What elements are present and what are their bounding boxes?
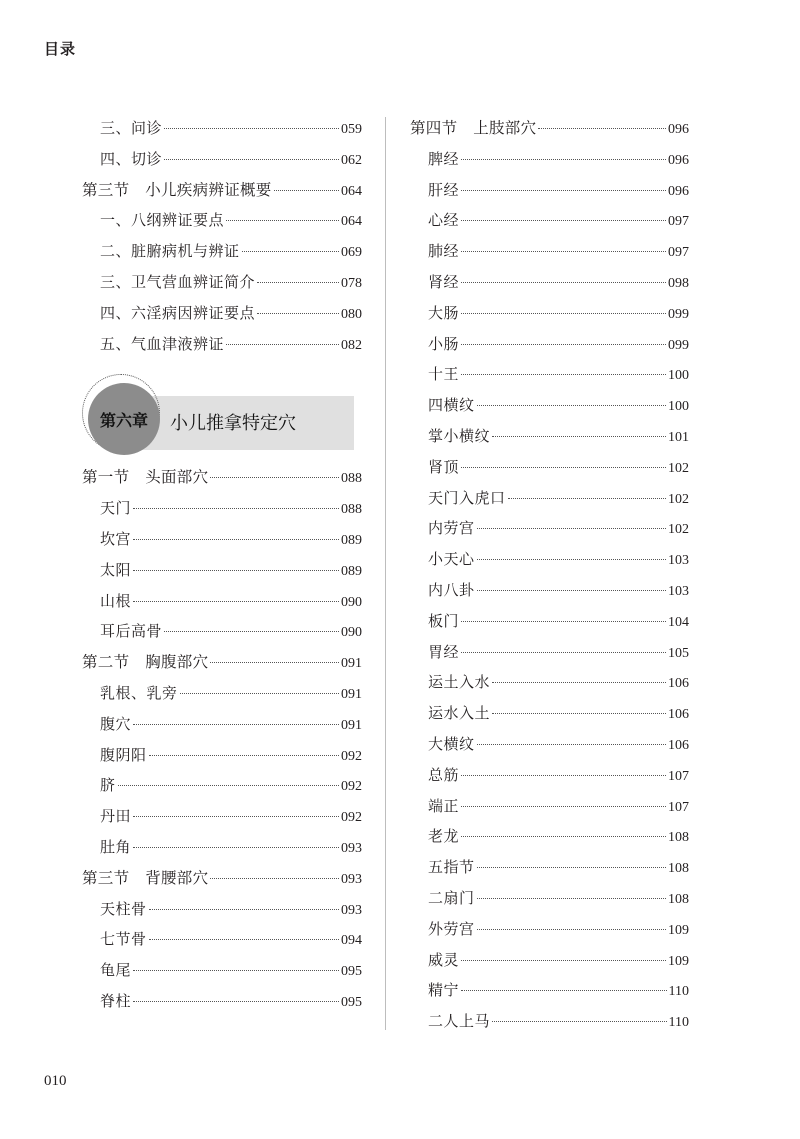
dot-leader (133, 724, 339, 725)
toc-entry[interactable] (82, 267, 362, 298)
toc-entry[interactable] (82, 801, 362, 832)
dot-leader (461, 960, 666, 961)
toc-entry[interactable] (82, 493, 362, 524)
dot-leader (461, 313, 666, 314)
toc-entry[interactable] (410, 667, 689, 698)
toc-entry[interactable] (410, 144, 689, 175)
toc-entry[interactable] (410, 1006, 689, 1037)
toc-entry-label: 五、气血津液辨证 (100, 334, 225, 353)
toc-entry[interactable] (410, 698, 689, 729)
toc-entry-page: 099 (668, 337, 689, 353)
toc-entry-page: 095 (341, 964, 362, 980)
dot-leader (461, 374, 666, 375)
dot-leader (133, 601, 339, 602)
toc-entry[interactable] (410, 575, 689, 606)
dot-leader (149, 909, 339, 910)
toc-entry[interactable] (82, 236, 362, 267)
toc-entry[interactable] (82, 555, 362, 586)
dot-leader (257, 282, 339, 283)
toc-entry-label: 大横纹 (428, 734, 475, 753)
dot-leader (226, 344, 339, 345)
toc-entry-label: 脐 (100, 776, 116, 795)
toc-entry[interactable] (410, 883, 689, 914)
toc-entry-page: 107 (668, 768, 689, 784)
toc-entry-page: 090 (341, 625, 362, 641)
toc-entry[interactable] (410, 483, 689, 514)
dot-leader (461, 806, 666, 807)
toc-entry-page: 108 (668, 891, 689, 907)
toc-entry-label: 心经 (428, 211, 460, 230)
toc-entry[interactable] (82, 113, 362, 144)
toc-entry-label: 胃经 (428, 642, 460, 661)
toc-entry-page: 110 (668, 984, 689, 1000)
toc-entry-label: 腹阴阳 (100, 745, 147, 764)
toc-entry[interactable] (82, 894, 362, 925)
toc-entry-label: 肝经 (428, 180, 460, 199)
toc-entry-page: 104 (668, 614, 689, 630)
toc-entry-label: 七节骨 (100, 930, 147, 949)
dot-leader (149, 755, 339, 756)
toc-entry-page: 088 (341, 471, 362, 487)
dot-leader (461, 190, 666, 191)
dot-leader (149, 939, 339, 940)
toc-entry-label: 肚角 (100, 837, 132, 856)
toc-entry-page: 080 (341, 306, 362, 322)
column-divider (385, 117, 386, 1030)
chapter-title[interactable]: 小儿推拿特定穴 (170, 413, 296, 435)
dot-leader (210, 878, 339, 879)
toc-entry-label: 肺经 (428, 242, 460, 261)
toc-entry-page: 089 (341, 563, 362, 579)
toc-entry-label: 内八卦 (428, 580, 475, 599)
toc-entry-page: 102 (668, 491, 689, 507)
toc-entry-label: 天柱骨 (100, 899, 147, 918)
toc-entry-page: 059 (341, 122, 362, 137)
toc-entry-page: 102 (668, 522, 689, 538)
toc-entry-page: 093 (341, 902, 362, 918)
toc-entry[interactable] (410, 175, 689, 206)
dot-leader (257, 313, 339, 314)
toc-entry[interactable] (410, 267, 689, 298)
dot-leader (164, 631, 339, 632)
toc-entry[interactable] (410, 236, 689, 267)
dot-leader (477, 528, 666, 529)
chapter-number: 第六章 (99, 410, 148, 430)
dot-leader (133, 816, 339, 817)
toc-entry[interactable] (410, 975, 689, 1006)
dot-leader (461, 467, 666, 468)
toc-entry-label: 三、卫气营血辨证简介 (100, 272, 256, 291)
toc-entry-label: 耳后高骨 (100, 622, 163, 641)
toc-entry-page: 090 (341, 594, 362, 610)
toc-entry[interactable] (82, 586, 362, 617)
toc-right-column (410, 113, 689, 1037)
toc-entry-label: 二、脏腑病机与辨证 (100, 242, 240, 261)
toc-entry-page: 078 (341, 275, 362, 291)
toc-entry-label: 肾顶 (428, 457, 460, 476)
toc-entry-page: 091 (341, 717, 362, 733)
toc-entry-label: 老龙 (428, 827, 460, 846)
toc-entry-label: 一、八纲辨证要点 (100, 211, 225, 230)
toc-entry-label: 二扇门 (428, 888, 475, 907)
toc-entry[interactable] (82, 329, 362, 360)
dot-leader (133, 847, 339, 848)
dot-leader (508, 498, 666, 499)
toc-entry-page: 091 (341, 686, 362, 702)
dot-leader (133, 970, 339, 971)
toc-section-entry[interactable] (410, 113, 689, 144)
toc-entry-page: 109 (668, 922, 689, 938)
toc-entry-page: 101 (668, 429, 689, 445)
toc-entry[interactable] (410, 852, 689, 883)
toc-entry-page: 062 (341, 152, 362, 168)
dot-leader (133, 1001, 339, 1002)
toc-entry-page: 082 (341, 337, 362, 353)
toc-entry-label: 威灵 (428, 950, 460, 969)
toc-entry-page: 103 (668, 553, 689, 569)
toc-entry-page: 088 (341, 502, 362, 518)
toc-entry-page: 109 (668, 953, 689, 969)
toc-entry-label: 山根 (100, 591, 132, 610)
toc-entry-label: 第三节 背腰部穴 (82, 868, 209, 887)
toc-entry-page: 092 (341, 779, 362, 795)
toc-entry-label: 三、问诊 (100, 119, 163, 137)
toc-entry[interactable] (410, 821, 689, 852)
toc-entry-page: 089 (341, 532, 362, 548)
toc-entry-label: 小天心 (428, 550, 475, 569)
toc-entry-label: 第四节 上肢部穴 (410, 119, 537, 137)
toc-entry-label: 龟尾 (100, 961, 132, 980)
toc-entry-page: 093 (341, 871, 362, 887)
toc-section-entry[interactable] (82, 462, 362, 493)
toc-entry-page: 091 (341, 656, 362, 672)
toc-entry[interactable] (410, 729, 689, 760)
toc-entry-page: 094 (341, 933, 362, 949)
toc-entry-label: 四、六淫病因辨证要点 (100, 303, 256, 322)
dot-leader (133, 570, 339, 571)
dot-leader (477, 898, 666, 899)
dot-leader (477, 590, 666, 591)
toc-entry-page: 096 (668, 183, 689, 199)
toc-entry-page: 106 (668, 676, 689, 692)
toc-entry-page: 110 (668, 1015, 689, 1031)
toc-entry[interactable] (410, 205, 689, 236)
toc-entry[interactable] (410, 637, 689, 668)
toc-entry-page: 069 (341, 245, 362, 261)
toc-entry-page: 108 (668, 861, 689, 877)
toc-entry-page: 108 (668, 830, 689, 846)
toc-entry-page: 106 (668, 737, 689, 753)
dot-leader (538, 128, 666, 129)
dot-leader (242, 251, 339, 252)
toc-entry-label: 脾经 (428, 149, 460, 168)
page-number: 010 (44, 1073, 67, 1089)
toc-entry[interactable] (82, 298, 362, 329)
toc-entry[interactable] (82, 616, 362, 647)
toc-entry-label: 端正 (428, 796, 460, 815)
toc-entry-label: 运土入水 (428, 673, 491, 692)
toc-entry-label: 丹田 (100, 807, 132, 826)
dot-leader (477, 559, 666, 560)
toc-entry-label: 四、切诊 (100, 149, 163, 168)
dot-leader (180, 693, 339, 694)
toc-entry[interactable] (82, 678, 362, 709)
toc-entry-page: 103 (668, 583, 689, 599)
toc-entry-page: 092 (341, 810, 362, 826)
dot-leader (461, 159, 666, 160)
toc-entry[interactable] (82, 832, 362, 863)
toc-left-top-list (82, 113, 362, 359)
toc-entry-page: 092 (341, 748, 362, 764)
dot-leader (477, 405, 666, 406)
dot-leader (461, 282, 666, 283)
dot-leader (492, 436, 666, 437)
toc-entry[interactable] (410, 390, 689, 421)
toc-entry[interactable] (410, 914, 689, 945)
dot-leader (461, 775, 666, 776)
toc-entry[interactable] (410, 606, 689, 637)
toc-entry-page: 099 (668, 306, 689, 322)
dot-leader (210, 477, 339, 478)
dot-leader (477, 929, 666, 930)
toc-entry-page: 093 (341, 840, 362, 856)
dot-leader (210, 662, 339, 663)
toc-entry-label: 天门入虎口 (428, 488, 506, 507)
toc-entry-label: 外劳宫 (428, 919, 475, 938)
toc-section-entry[interactable] (82, 863, 362, 894)
toc-entry-label: 天门 (100, 499, 132, 518)
dot-leader (461, 621, 666, 622)
toc-entry[interactable] (410, 544, 689, 575)
toc-entry-page: 064 (341, 214, 362, 230)
toc-entry-label: 总筋 (428, 765, 460, 784)
toc-entry-page: 106 (668, 707, 689, 723)
toc-entry[interactable] (82, 709, 362, 740)
dot-leader (492, 1021, 667, 1022)
dot-leader (164, 159, 339, 160)
toc-entry-page: 105 (668, 645, 689, 661)
dot-leader (461, 836, 666, 837)
toc-entry-page: 102 (668, 460, 689, 476)
toc-entry-page: 064 (341, 183, 362, 199)
toc-entry-label: 肾经 (428, 272, 460, 291)
chapter-banner (82, 381, 362, 445)
toc-entry-page: 097 (668, 245, 689, 261)
dot-leader (461, 344, 666, 345)
toc-entry-label: 二人上马 (428, 1012, 491, 1031)
toc-entry-label: 乳根、乳旁 (100, 683, 178, 702)
toc-entry-label: 第二节 胸腹部穴 (82, 653, 209, 672)
toc-entry-label: 第三节 小儿疾病辨证概要 (82, 180, 272, 199)
toc-entry[interactable] (82, 524, 362, 555)
dot-leader (461, 652, 666, 653)
toc-entry-page: 100 (668, 399, 689, 415)
toc-entry-label: 坎宫 (100, 529, 132, 548)
toc-entry-page: 096 (668, 122, 689, 137)
dot-leader (461, 251, 666, 252)
toc-entry[interactable] (410, 359, 689, 390)
running-header: 目录 (44, 40, 77, 58)
toc-entry-label: 四横纹 (428, 396, 475, 415)
toc-entry[interactable] (410, 513, 689, 544)
toc-entry-label: 第一节 头面部穴 (82, 468, 209, 487)
toc-entry[interactable] (82, 205, 362, 236)
toc-entry-label: 板门 (428, 611, 460, 630)
toc-entry-page: 100 (668, 368, 689, 384)
dot-leader (133, 539, 339, 540)
toc-entry[interactable] (410, 452, 689, 483)
toc-entry[interactable] (410, 945, 689, 976)
dot-leader (461, 220, 666, 221)
toc-left-column (82, 113, 362, 1017)
toc-entry[interactable] (82, 924, 362, 955)
dot-leader (492, 713, 666, 714)
toc-entry[interactable] (82, 740, 362, 771)
toc-entry-page: 098 (668, 275, 689, 291)
toc-entry[interactable] (82, 770, 362, 801)
dot-leader (274, 190, 339, 191)
toc-left-bottom-list (82, 462, 362, 1016)
toc-entry-label: 十王 (428, 365, 460, 384)
toc-entry-label: 脊柱 (100, 991, 132, 1010)
dot-leader (226, 220, 339, 221)
toc-entry-label: 太阳 (100, 560, 132, 579)
toc-entry[interactable] (410, 760, 689, 791)
toc-entry-label: 腹穴 (100, 714, 132, 733)
toc-right-list (410, 113, 689, 1037)
toc-section-entry[interactable] (82, 647, 362, 678)
toc-entry-page: 096 (668, 152, 689, 168)
dot-leader (492, 682, 666, 683)
dot-leader (477, 867, 666, 868)
toc-entry-label: 五指节 (428, 858, 475, 877)
toc-entry[interactable] (82, 955, 362, 986)
toc-entry-label: 精宁 (428, 981, 460, 1000)
toc-entry-page: 107 (668, 799, 689, 815)
dot-leader (118, 785, 339, 786)
toc-entry-label: 运水入土 (428, 704, 491, 723)
toc-entry-page: 097 (668, 214, 689, 230)
toc-entry-label: 内劳宫 (428, 519, 475, 538)
toc-entry[interactable] (82, 144, 362, 175)
dot-leader (477, 744, 666, 745)
chapter-number-circle (88, 383, 160, 455)
toc-entry[interactable] (410, 329, 689, 360)
toc-entry-label: 大肠 (428, 303, 460, 322)
toc-entry[interactable] (82, 986, 362, 1017)
toc-entry-page: 095 (341, 994, 362, 1010)
dot-leader (461, 990, 667, 991)
toc-entry-label: 小肠 (428, 334, 460, 353)
toc-entry[interactable] (410, 791, 689, 822)
toc-section-entry[interactable] (82, 175, 362, 206)
dot-leader (164, 128, 339, 129)
toc-entry[interactable] (410, 421, 689, 452)
toc-entry[interactable] (410, 298, 689, 329)
dot-leader (133, 508, 339, 509)
toc-entry-label: 掌小横纹 (428, 426, 491, 445)
